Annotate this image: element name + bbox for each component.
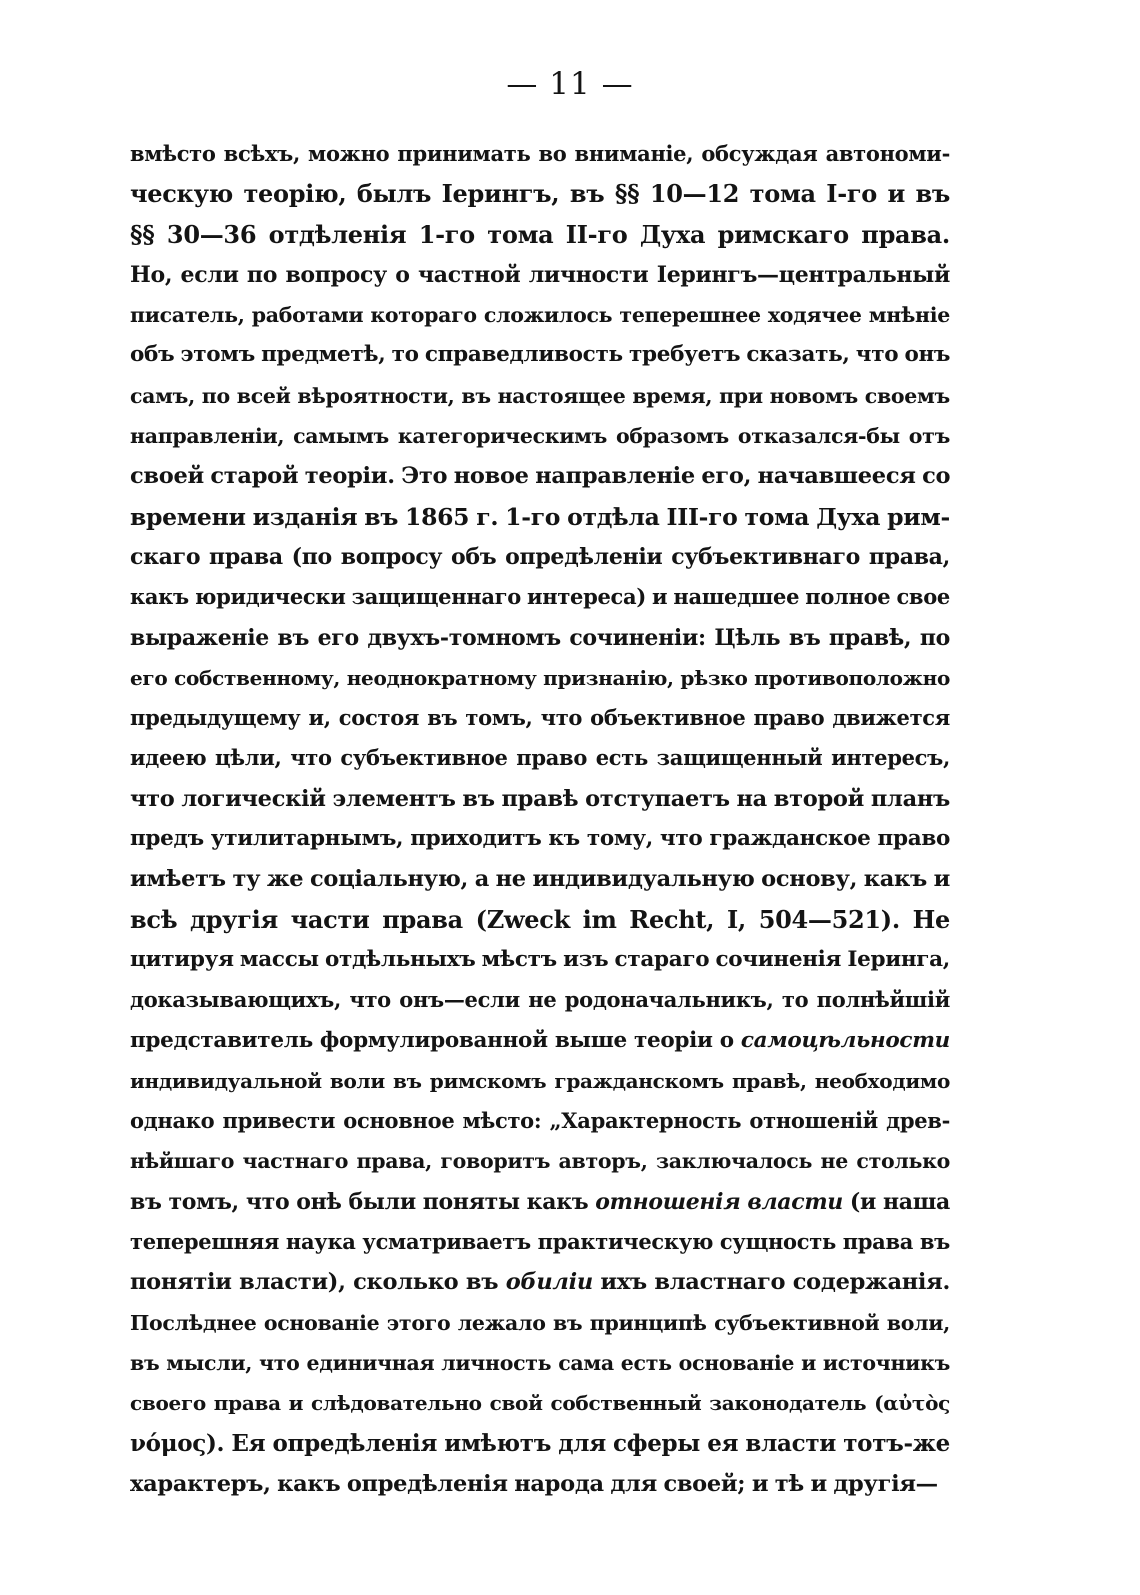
text-line: §§ 30—36 отдѣленія 1-го тома II-го Духа римскаго права.: [130, 219, 950, 249]
text-line: однако привести основное мѣсто: „Характерность отношеній древ-: [130, 1108, 950, 1134]
text-line: [130, 1182, 950, 1222]
text-line: характеръ, какъ опредѣленія народа для своей; и тѣ и другія—: [130, 1470, 938, 1497]
text-line: Послѣднее основаніе этого лежало въ принципѣ субъективной воли,: [130, 1310, 950, 1335]
text-line: всѣ другія части права (Zweck im Recht, I, 504—521). Не: [130, 904, 950, 934]
text-run: (и наша: [843, 1188, 951, 1215]
text-run: представитель формулированной выше теоріи о: [130, 1027, 741, 1053]
text-line: [130, 1262, 950, 1302]
text-line: выраженіе въ его двухъ-томномъ сочиненіи: Цѣль въ правѣ, по: [130, 624, 950, 651]
text-line: что логическій элементъ въ правѣ отступаетъ на второй планъ: [130, 785, 950, 812]
text-line: [130, 1021, 950, 1061]
italic-emphasis: отношенія власти: [595, 1188, 844, 1215]
body-text: [130, 134, 950, 1504]
text-line: доказывающихъ, что онъ—если не родоначальникъ, то полнѣйшій: [130, 987, 950, 1013]
text-line: объ этомъ предметѣ, то справедливость требуетъ сказать, что онъ: [130, 342, 951, 368]
italic-emphasis: самоцѣльности: [740, 1027, 950, 1053]
text-line: какъ юридически защищеннаго интереса) и нашедшее полное свое: [130, 584, 950, 610]
text-line: писатель, работами котораго сложилось теперешнее ходячее мнѣніе: [130, 303, 950, 328]
text-line: νόμος). Ея опредѣленія имѣютъ для сферы ея власти тотъ-же: [130, 1429, 950, 1457]
text-line: предъ утилитарнымъ, приходитъ къ тому, что гражданское право: [130, 826, 950, 852]
text-line: предыдущему и, состоя въ томъ, что объективное право движется: [130, 705, 950, 731]
page-number: — 11 —: [506, 66, 634, 102]
text-line: своей старой теоріи. Это новое направленіе его, начавшееся со: [130, 463, 951, 490]
italic-emphasis: обиліи: [505, 1269, 593, 1296]
text-line: цитируя массы отдѣльныхъ мѣстъ изъ стараго сочиненія Іеринга,: [130, 946, 950, 972]
text-run: понятіи власти), сколько въ: [130, 1269, 506, 1296]
text-line: скаго права (по вопросу объ опредѣленіи субъективнаго права,: [130, 543, 950, 570]
text-line: идеею цѣли, что субъективное право есть защищенный интересъ,: [130, 745, 950, 771]
text-line: его собственному, неоднократному признанію, рѣзко противоположно: [130, 665, 950, 690]
text-line: нѣйшаго частнаго права, говоритъ авторъ, заключалось не столько: [130, 1149, 950, 1174]
text-line: имѣетъ ту же соціальную, а не индивидуальную основу, какъ и: [130, 866, 950, 893]
text-line: индивидуальной воли въ римскомъ гражданскомъ правѣ, необходимо: [130, 1068, 950, 1093]
text-line: ческую теорію, былъ Іерингъ, въ §§ 10—12 тома I-го и въ: [130, 179, 950, 209]
text-run: въ томъ, что онѣ были поняты какъ: [130, 1188, 596, 1215]
text-line: теперешняя наука усматриваетъ практическую сущность права въ: [130, 1229, 950, 1255]
text-line: своего права и слѣдовательно свой собственный законодатель (αὐτὸς: [130, 1391, 950, 1416]
text-line: времени изданія въ 1865 г. 1-го отдѣла III-го тома Духа рим-: [130, 502, 950, 531]
text-line: вмѣсто всѣхъ, можно принимать во вниманіе, обсуждая автономи-: [130, 141, 950, 166]
text-line: въ мысли, что единичная личность сама есть основаніе и источникъ: [130, 1350, 950, 1375]
text-line: самъ, по всей вѣроятности, въ настоящее время, при новомъ своемъ: [130, 383, 950, 408]
text-line: Но, если по вопросу о частной личности Іерингъ—центральный: [130, 261, 950, 288]
text-run: ихъ властнаго содержанія.: [592, 1269, 950, 1296]
text-line: направленіи, самымъ категорическимъ образомъ отказался-бы отъ: [130, 424, 950, 449]
